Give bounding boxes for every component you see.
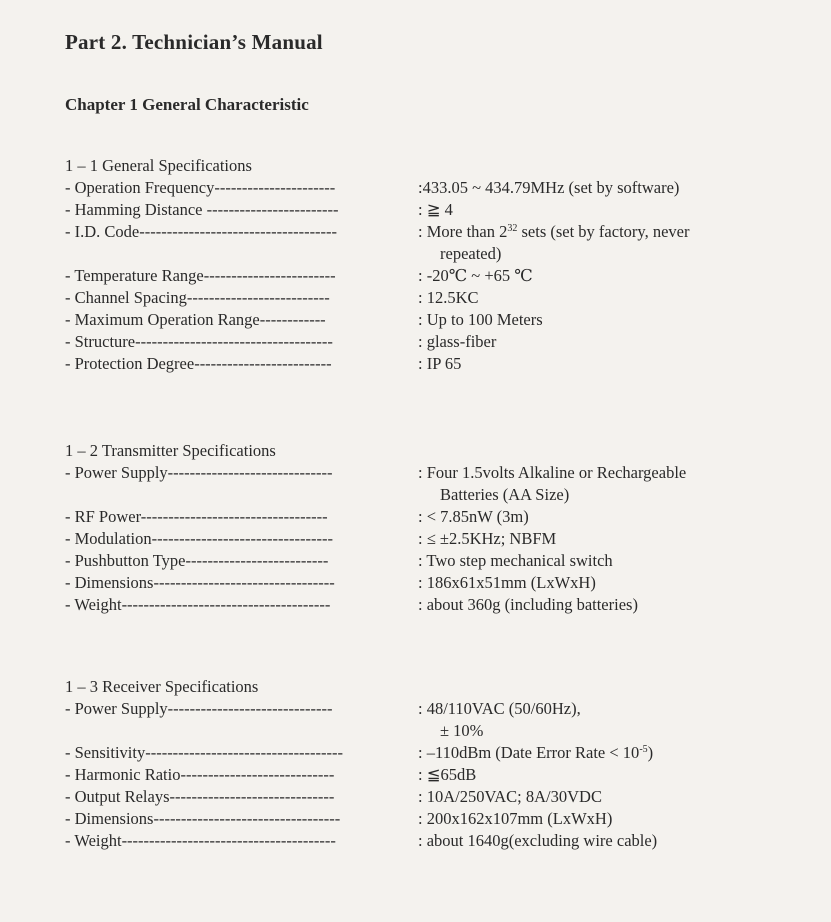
spec-label: - Hamming Distance ------------------------ xyxy=(65,200,339,219)
spec-value xyxy=(418,506,805,528)
spec-label: - Sensitivity------------------------------------ xyxy=(65,743,344,762)
spec-value-text: : –110dBm (Date Error Rate < 10 xyxy=(418,743,640,762)
spec-value xyxy=(418,698,805,742)
spec-value xyxy=(418,550,805,572)
spec-label: - Power Supply------------------------------ xyxy=(65,463,333,482)
section-heading: 1 – 3 Receiver Specifications xyxy=(65,677,259,696)
spec-value-text: : -20℃ ~ +65 ℃ xyxy=(418,266,533,285)
spec-label: - Operation Frequency---------------------- xyxy=(65,178,336,197)
spec-value-continuation: Batteries (AA Size) xyxy=(440,485,570,504)
spec-row xyxy=(65,287,805,309)
spec-value xyxy=(418,786,805,808)
spec-value xyxy=(418,331,805,353)
spec-label: - I.D. Code------------------------------------ xyxy=(65,222,338,241)
spec-label: - Temperature Range------------------------ xyxy=(65,266,336,285)
spec-value-text: : about 1640g(excluding wire cable) xyxy=(418,831,658,850)
spec-label: - Protection Degree------------------------- xyxy=(65,354,332,373)
spec-value-text-after: sets (set by factory, never xyxy=(517,222,690,241)
spec-label: - Output Relays------------------------------ xyxy=(65,787,335,806)
spec-value-continuation: repeated) xyxy=(440,244,502,263)
spec-row xyxy=(65,550,805,572)
spec-row xyxy=(65,808,805,830)
spec-value xyxy=(418,221,805,265)
spec-row xyxy=(65,786,805,808)
section-general-specifications xyxy=(65,155,805,375)
spec-value xyxy=(418,528,805,550)
part-title: Part 2. Technician’s Manual xyxy=(65,30,323,54)
spec-value-text: : Two step mechanical switch xyxy=(418,551,613,570)
spec-value-text: : ≦65dB xyxy=(418,765,477,784)
spec-value-text: : Four 1.5volts Alkaline or Rechargeable xyxy=(418,463,687,482)
chapter-title: Chapter 1 General Characteristic xyxy=(65,95,309,114)
spec-row xyxy=(65,353,805,375)
spec-value-text: : 48/110VAC (50/60Hz), xyxy=(418,699,581,718)
spec-label: - Dimensions---------------------------------- xyxy=(65,809,341,828)
spec-label: - Weight--------------------------------------- xyxy=(65,831,336,850)
spec-value xyxy=(418,265,805,287)
spec-value-text: : glass-fiber xyxy=(418,332,497,351)
spec-value-text: : IP 65 xyxy=(418,354,462,373)
spec-label: - RF Power---------------------------------- xyxy=(65,507,328,526)
spec-label: - Pushbutton Type-------------------------- xyxy=(65,551,329,570)
spec-row xyxy=(65,742,805,764)
spec-row xyxy=(65,462,805,506)
spec-value-text: : 10A/250VAC; 8A/30VDC xyxy=(418,787,602,806)
spec-row xyxy=(65,764,805,786)
spec-value-text: : ≤ ±2.5KHz; NBFM xyxy=(418,529,557,548)
spec-value xyxy=(418,572,805,594)
spec-label: - Harmonic Ratio---------------------------- xyxy=(65,765,335,784)
spec-row xyxy=(65,506,805,528)
spec-value-text: : 186x61x51mm (LxWxH) xyxy=(418,573,596,592)
spec-row xyxy=(65,309,805,331)
spec-value-text: : 200x162x107mm (LxWxH) xyxy=(418,809,613,828)
spec-value xyxy=(418,764,805,786)
spec-value xyxy=(418,309,805,331)
spec-value-text: : More than 2 xyxy=(418,222,508,241)
spec-label: - Weight-------------------------------------- xyxy=(65,595,331,614)
spec-label: - Modulation--------------------------------- xyxy=(65,529,333,548)
spec-row xyxy=(65,265,805,287)
spec-label: - Power Supply------------------------------ xyxy=(65,699,333,718)
section-transmitter-specifications xyxy=(65,440,805,616)
spec-value xyxy=(418,287,805,309)
spec-value-text: : 12.5KC xyxy=(418,288,479,307)
spec-value-text: :433.05 ~ 434.79MHz (set by software) xyxy=(418,178,680,197)
spec-value-text: : < 7.85nW (3m) xyxy=(418,507,529,526)
spec-value-text-after: ) xyxy=(647,743,654,762)
spec-value-exponent: 32 xyxy=(507,223,518,234)
spec-row xyxy=(65,221,805,265)
spec-value xyxy=(418,353,805,375)
section-heading: 1 – 2 Transmitter Specifications xyxy=(65,441,276,460)
spec-value xyxy=(418,177,805,199)
spec-value xyxy=(418,199,805,221)
spec-row xyxy=(65,572,805,594)
spec-row xyxy=(65,698,805,742)
spec-value xyxy=(418,742,805,764)
spec-row xyxy=(65,528,805,550)
spec-value-text: : ≧ 4 xyxy=(418,200,453,219)
spec-value xyxy=(418,830,805,852)
spec-label: - Maximum Operation Range------------ xyxy=(65,310,326,329)
spec-row xyxy=(65,177,805,199)
spec-value xyxy=(418,462,805,506)
spec-value xyxy=(418,594,805,616)
spec-label: - Dimensions--------------------------------- xyxy=(65,573,335,592)
spec-value-exponent: -5 xyxy=(639,744,648,755)
section-heading: 1 – 1 General Specifications xyxy=(65,156,252,175)
spec-value xyxy=(418,808,805,830)
spec-value-continuation: ± 10% xyxy=(440,721,484,740)
spec-label: - Channel Spacing-------------------------- xyxy=(65,288,330,307)
spec-value-text: : about 360g (including batteries) xyxy=(418,595,638,614)
spec-value-text: : Up to 100 Meters xyxy=(418,310,543,329)
spec-row xyxy=(65,830,805,852)
section-receiver-specifications xyxy=(65,676,805,852)
spec-row xyxy=(65,594,805,616)
spec-row xyxy=(65,331,805,353)
spec-row xyxy=(65,199,805,221)
spec-label: - Structure------------------------------------ xyxy=(65,332,333,351)
